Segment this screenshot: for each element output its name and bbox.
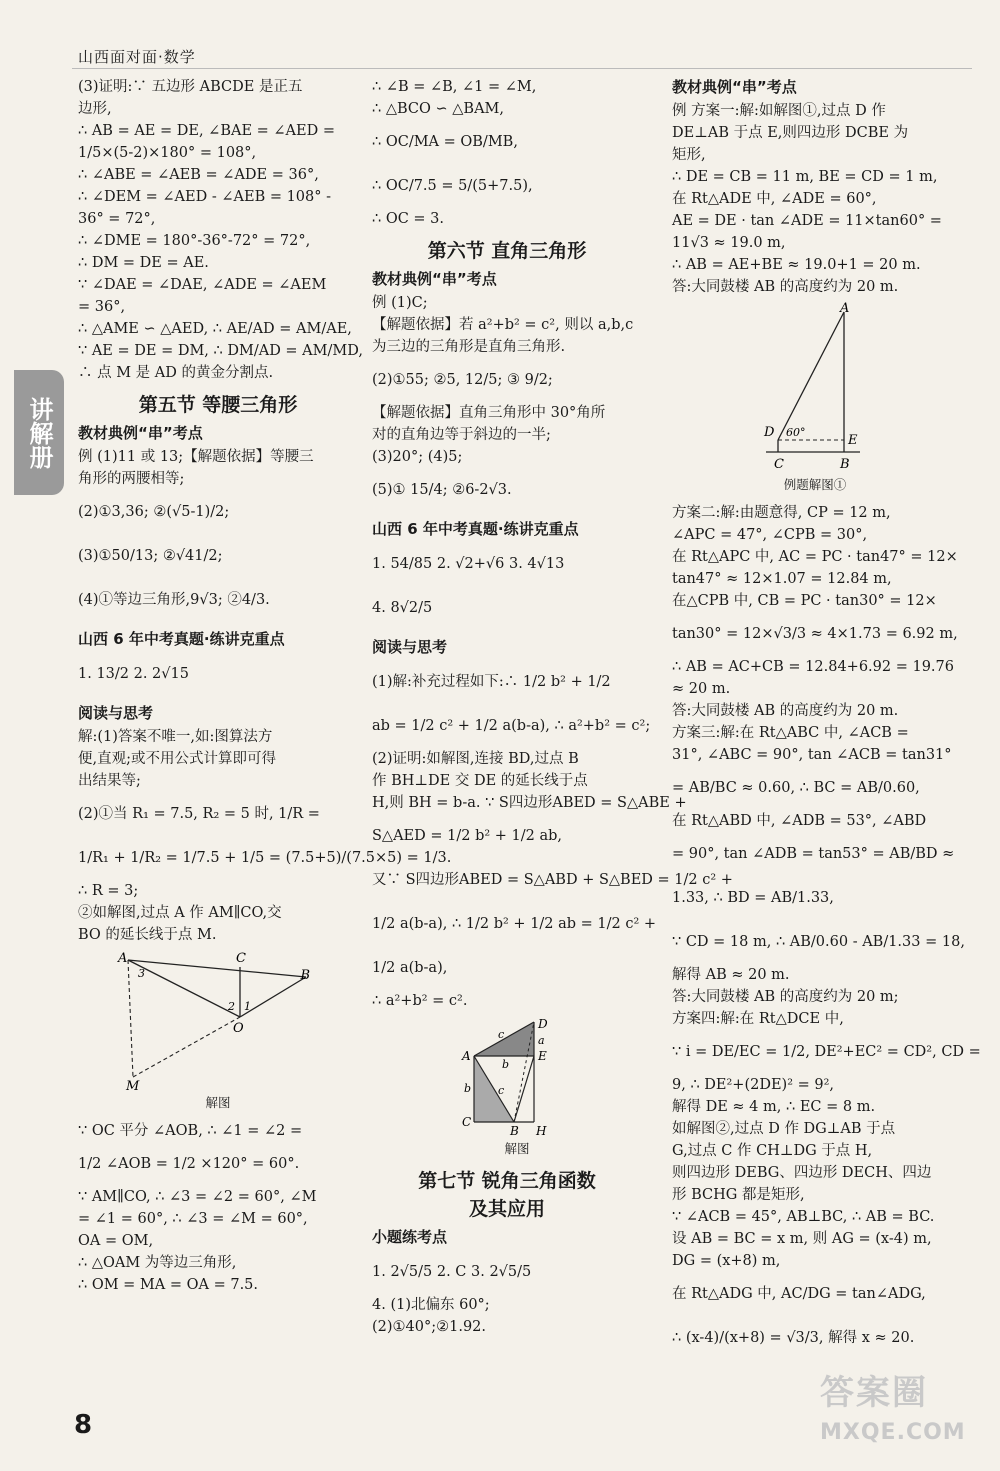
text-line: ②如解图,过点 A 作 AM∥CO,交 xyxy=(78,905,282,921)
svg-text:c: c xyxy=(498,1084,505,1097)
text-line: (2)证明:如解图,连接 BD,过点 B xyxy=(372,751,579,767)
text-line: DE⊥AB 于点 E,则四边形 DCBE 为 xyxy=(672,125,909,141)
figure-caption: 解图 xyxy=(205,1095,231,1110)
text-line: (3)①50/13; ②√41/2; xyxy=(78,548,223,564)
text-line: ∴ (x-4)/(x+8) = √3/3, 解得 x ≈ 20. xyxy=(672,1330,915,1346)
section-7-title: 第七节 锐角三角函数 xyxy=(418,1170,596,1192)
subheading-textbook-examples: 教材典例“串”考点 xyxy=(78,424,203,442)
watermark xyxy=(820,1365,995,1465)
text-line: ∵ ∠ACB = 45°, AB⊥BC, ∴ AB = BC. xyxy=(672,1209,935,1225)
svg-text:C: C xyxy=(236,951,246,966)
svg-text:1: 1 xyxy=(244,1000,251,1013)
text-line: OA = OM, xyxy=(78,1233,154,1249)
page-number: 8 xyxy=(74,1410,93,1440)
text-line: 1. 54/85 2. √2+√6 3. 4√13 xyxy=(372,556,565,572)
side-tab xyxy=(14,370,64,495)
text-line: (4)①等边三角形,9√3; ②4/3. xyxy=(78,592,270,608)
svg-text:D: D xyxy=(764,425,775,440)
column-right xyxy=(672,76,981,1360)
text-line: = ∠1 = 60°, ∴ ∠3 = ∠M = 60°, xyxy=(78,1211,308,1227)
text-line: 解得 AB ≈ 20 m. xyxy=(672,967,790,983)
text-line: 11√3 ≈ 19.0 m, xyxy=(672,235,786,251)
text-line: 角形的两腰相等; xyxy=(78,471,185,487)
text-line: 方案四:解:在 Rt△DCE 中, xyxy=(672,1011,844,1027)
text-line: ∴ ∠DEM = ∠AED - ∠AEB = 108° - xyxy=(78,189,332,205)
text-line: ∴ AB = AE = DE, ∠BAE = ∠AED = xyxy=(78,123,335,139)
col1-block-b xyxy=(78,446,358,622)
text-line: 【解题依据】若 a²+b² = c², 则以 a,b,c xyxy=(372,317,634,333)
col2-block-e xyxy=(372,1250,642,1338)
text-line: ab = 1/2 c² + 1/2 a(b-a), ∴ a²+b² = c²; xyxy=(372,718,651,734)
text-line: ∴ ∠DME = 180°-36°-72° = 72°, xyxy=(78,233,311,249)
text-line: 答:大同鼓楼 AB 的高度约为 20 m. xyxy=(672,703,899,719)
text-line: 【解题依据】直角三角形中 30°角所 xyxy=(372,405,606,421)
col2-block-b xyxy=(372,292,642,512)
text-line: 31°, ∠ABC = 90°, tan ∠ACB = tan31° xyxy=(672,747,952,763)
text-line: 便,直观;或不用公式计算即可得 xyxy=(78,751,276,767)
col1-block-d xyxy=(78,726,452,946)
text-line: H,则 BH = b-a. ∵ S四边形ABED = S△ABE + xyxy=(372,795,687,811)
trapezoid-diagram xyxy=(452,1018,582,1138)
triangle-diagram xyxy=(78,952,308,1092)
text-line: 矩形, xyxy=(672,147,706,163)
text-line: AE = DE · tan ∠ADE = 11×tan60° = xyxy=(672,213,942,229)
figure-drum-tower xyxy=(760,301,952,496)
svg-text:2: 2 xyxy=(228,1000,235,1013)
text-line: 在 Rt△ADG 中, AC/DG = tan∠ADG, xyxy=(672,1286,926,1302)
svg-text:C: C xyxy=(462,1115,472,1129)
svg-text:C: C xyxy=(774,457,784,472)
text-line: ∵ CD = 18 m, ∴ AB/0.60 - AB/1.33 = 18, xyxy=(672,934,965,950)
text-line: ≈ 20 m. xyxy=(672,681,731,697)
text-line: ∴ ∠ABE = ∠AEB = ∠ADE = 36°, xyxy=(78,167,319,183)
text-line: ∠APC = 47°, ∠CPB = 30°, xyxy=(672,527,868,543)
text-line: 方案二:解:由题意得, CP = 12 m, xyxy=(672,505,891,521)
text-line: 在△CPB 中, CB = PC · tan30° = 12× xyxy=(672,593,937,609)
text-line: ∴ DE = CB = 11 m, BE = CD = 1 m, xyxy=(672,169,938,185)
text-line: ∴ 点 M 是 AD 的黄金分割点. xyxy=(78,365,274,381)
section-7-subtitle: 及其应用 xyxy=(468,1198,545,1220)
text-line: = 90°, tan ∠ADB = tan53° = AB/BD ≈ xyxy=(672,846,955,862)
subheading-reading: 阅读与思考 xyxy=(372,638,448,656)
text-line: ∴ DM = DE = AE. xyxy=(78,255,209,271)
text-line: ∵ i = DE/EC = 1/2, DE²+EC² = CD², CD = xyxy=(672,1044,981,1060)
text-line: 1/R₁ + 1/R₂ = 1/7.5 + 1/5 = (7.5+5)/(7.5×5) = 1/3. xyxy=(78,850,452,866)
figure-caption: 解图 xyxy=(504,1141,530,1156)
svg-text:a: a xyxy=(538,1034,545,1047)
text-line: ∴ ∠B = ∠B, ∠1 = ∠M, xyxy=(372,79,537,95)
text-line: ∵ OC 平分 ∠AOB, ∴ ∠1 = ∠2 = xyxy=(78,1123,303,1139)
text-line: ∴ △BCO ∽ △BAM, xyxy=(372,101,504,117)
text-line: ∴ AB = AC+CB = 12.84+6.92 = 19.76 xyxy=(672,659,954,675)
subheading-reading: 阅读与思考 xyxy=(78,704,154,722)
text-line: 1/2 a(b-a), ∴ 1/2 b² + 1/2 ab = 1/2 c² + xyxy=(372,916,657,932)
side-tab-label: 讲解册 xyxy=(25,396,53,469)
svg-text:M: M xyxy=(126,1079,140,1094)
text-line: 形 BCHG 都是矩形, xyxy=(672,1187,805,1203)
text-line: ∵ AE = DE = DM, ∴ DM/AD = AM/MD, xyxy=(78,343,363,359)
col2-block-a xyxy=(372,76,642,230)
figure-caption: 例题解图① xyxy=(783,477,847,492)
text-line: BO 的延长线于点 M. xyxy=(78,927,217,943)
text-line: 例 方案一:解:如解图①,过点 D 作 xyxy=(672,103,886,119)
watermark-logo-text: 答案圈 xyxy=(820,1373,928,1413)
text-line: 对的直角边等于斜边的一半; xyxy=(372,427,551,443)
text-line: 在 Rt△ABD 中, ∠ADB = 53°, ∠ABD xyxy=(672,813,927,829)
text-line: ∴ R = 3; xyxy=(78,883,139,899)
subheading-exam-questions: 山西 6 年中考真题·练讲克重点 xyxy=(78,630,285,648)
text-line: 1.33, ∴ BD = AB/1.33, xyxy=(672,890,834,906)
subheading-practice: 小题练考点 xyxy=(372,1228,448,1246)
drum-tower-diagram xyxy=(760,301,870,474)
text-line: 例 (1)11 或 13;【解题依据】等腰三 xyxy=(78,449,314,465)
text-line: (3)20°; (4)5; xyxy=(372,449,463,465)
header-divider xyxy=(72,68,972,69)
text-line: ∴ △OAM 为等边三角形, xyxy=(78,1255,237,1271)
text-line: 4. (1)北偏东 60°; xyxy=(372,1297,490,1313)
running-header: 山西面对面·数学 xyxy=(78,48,196,66)
text-line: 1/2 ∠AOB = 1/2 ×120° = 60°. xyxy=(78,1156,300,1172)
text-line: (1)解:补充过程如下:∴ 1/2 b² + 1/2 xyxy=(372,674,611,690)
svg-text:b: b xyxy=(502,1058,510,1071)
text-line: 4. 8√2/5 xyxy=(372,600,433,616)
svg-text:O: O xyxy=(233,1021,244,1036)
text-line: 则四边形 DEBG、四边形 DECH、四边 xyxy=(672,1165,932,1181)
text-line: 1. 13/2 2. 2√15 xyxy=(78,666,189,682)
text-line: S△AED = 1/2 b² + 1/2 ab, xyxy=(372,828,563,844)
text-line: 在 Rt△APC 中, AC = PC · tan47° = 12× xyxy=(672,549,958,565)
svg-text:D: D xyxy=(538,1017,548,1031)
text-line: 作 BH⊥DE 交 DE 的延长线于点 xyxy=(372,773,588,789)
svg-text:E: E xyxy=(848,433,858,448)
text-line: ∴ OC = 3. xyxy=(372,211,445,227)
text-line: 9, ∴ DE²+(2DE)² = 9², xyxy=(672,1077,835,1093)
text-line: = 36°, xyxy=(78,299,126,315)
svg-text:A: A xyxy=(840,301,850,316)
svg-text:A: A xyxy=(462,1049,471,1063)
text-line: tan47° ≈ 12×1.07 = 12.84 m, xyxy=(672,571,892,587)
text-line: 方案三:解:在 Rt△ABC 中, ∠ACB = xyxy=(672,725,909,741)
col3-block-b xyxy=(672,502,981,1360)
svg-text:c: c xyxy=(498,1028,505,1041)
col3-block-a xyxy=(672,100,952,298)
svg-text:b: b xyxy=(464,1082,472,1095)
text-line: (3)证明:∵ 五边形 ABCDE 是正五 xyxy=(78,79,303,95)
subheading-textbook-examples: 教材典例“串”考点 xyxy=(372,270,497,288)
svg-text:3: 3 xyxy=(138,967,145,980)
text-line: 1. 2√5/5 2. C 3. 2√5/5 xyxy=(372,1264,532,1280)
subheading-textbook-examples: 教材典例“串”考点 xyxy=(672,78,797,96)
col1-block-e xyxy=(78,1120,358,1296)
text-line: 36° = 72°, xyxy=(78,211,156,227)
text-line: 1/5×(5-2)×180° = 108°, xyxy=(78,145,257,161)
col2-block-c xyxy=(372,542,642,630)
text-line: ∵ ∠DAE = ∠DAE, ∠ADE = ∠AEM xyxy=(78,277,327,293)
figure-trapezoid xyxy=(452,1018,642,1160)
section-6-title: 第六节 直角三角形 xyxy=(427,240,587,262)
text-line: 答:大同鼓楼 AB 的高度约为 20 m. xyxy=(672,279,899,295)
text-line: ∴ OC/MA = OB/MB, xyxy=(372,134,518,150)
svg-text:A: A xyxy=(118,951,128,966)
text-line: (2)①55; ②5, 12/5; ③ 9/2; xyxy=(372,372,553,388)
text-line: ∴ a²+b² = c². xyxy=(372,993,468,1009)
text-line: = AB/BC ≈ 0.60, ∴ BC = AB/0.60, xyxy=(672,780,920,796)
svg-text:H: H xyxy=(536,1124,547,1138)
section-5-title: 第五节 等腰三角形 xyxy=(138,394,298,416)
col1-block-c xyxy=(78,652,358,696)
text-line: (2)①当 R₁ = 7.5, R₂ = 5 时, 1/R = xyxy=(78,806,320,822)
text-line: (2)①40°;②1.92. xyxy=(372,1319,487,1335)
text-line: 解:(1)答案不唯一,如:图算法方 xyxy=(78,729,273,745)
svg-text:B: B xyxy=(300,968,310,983)
text-line: ∴ △AME ∽ △AED, ∴ AE/AD = AM/AE, xyxy=(78,321,352,337)
text-line: ∴ OM = MA = OA = 7.5. xyxy=(78,1277,259,1293)
text-line: 出结果等; xyxy=(78,773,141,789)
text-line: 在 Rt△ADE 中, ∠ADE = 60°, xyxy=(672,191,877,207)
text-line: tan30° = 12×√3/3 ≈ 4×1.73 = 6.92 m, xyxy=(672,626,958,642)
text-line: (2)①3,36; ②(√5-1)/2; xyxy=(78,504,230,520)
svg-text:B: B xyxy=(510,1124,519,1138)
svg-text:B: B xyxy=(840,457,850,472)
subheading-exam-questions: 山西 6 年中考真题·练讲克重点 xyxy=(372,520,579,538)
text-line: G,过点 C 作 CH⊥DG 于点 H, xyxy=(672,1143,873,1159)
col1-block-a xyxy=(78,76,363,384)
text-line: 解得 DE ≈ 4 m, ∴ EC = 8 m. xyxy=(672,1099,876,1115)
text-line: ∵ AM∥CO, ∴ ∠3 = ∠2 = 60°, ∠M xyxy=(78,1189,317,1205)
text-line: 答:大同鼓楼 AB 的高度约为 20 m; xyxy=(672,989,899,1005)
svg-text:E: E xyxy=(538,1049,547,1063)
text-line: 又∵ S四边形ABED = S△ABD + S△BED = 1/2 c² + xyxy=(372,872,733,888)
text-line: 如解图②,过点 D 作 DG⊥AB 于点 xyxy=(672,1121,896,1137)
watermark-url: MXQE.COM xyxy=(820,1420,966,1445)
text-line: 边形, xyxy=(78,101,112,117)
text-line: ∴ AB = AE+BE ≈ 19.0+1 = 20 m. xyxy=(672,257,921,273)
text-line: DG = (x+8) m, xyxy=(672,1253,781,1269)
text-line: 设 AB = BC = x m, 则 AG = (x-4) m, xyxy=(672,1231,932,1247)
svg-text:60°: 60° xyxy=(786,426,806,439)
text-line: 1/2 a(b-a), xyxy=(372,960,448,976)
text-line: 例 (1)C; xyxy=(372,295,428,311)
text-line: 为三边的三角形是直角三角形. xyxy=(372,339,566,355)
text-line: ∴ OC/7.5 = 5/(5+7.5), xyxy=(372,178,533,194)
text-line: (5)① 15/4; ②6-2√3. xyxy=(372,482,512,498)
figure-triangle-aob xyxy=(78,952,358,1114)
